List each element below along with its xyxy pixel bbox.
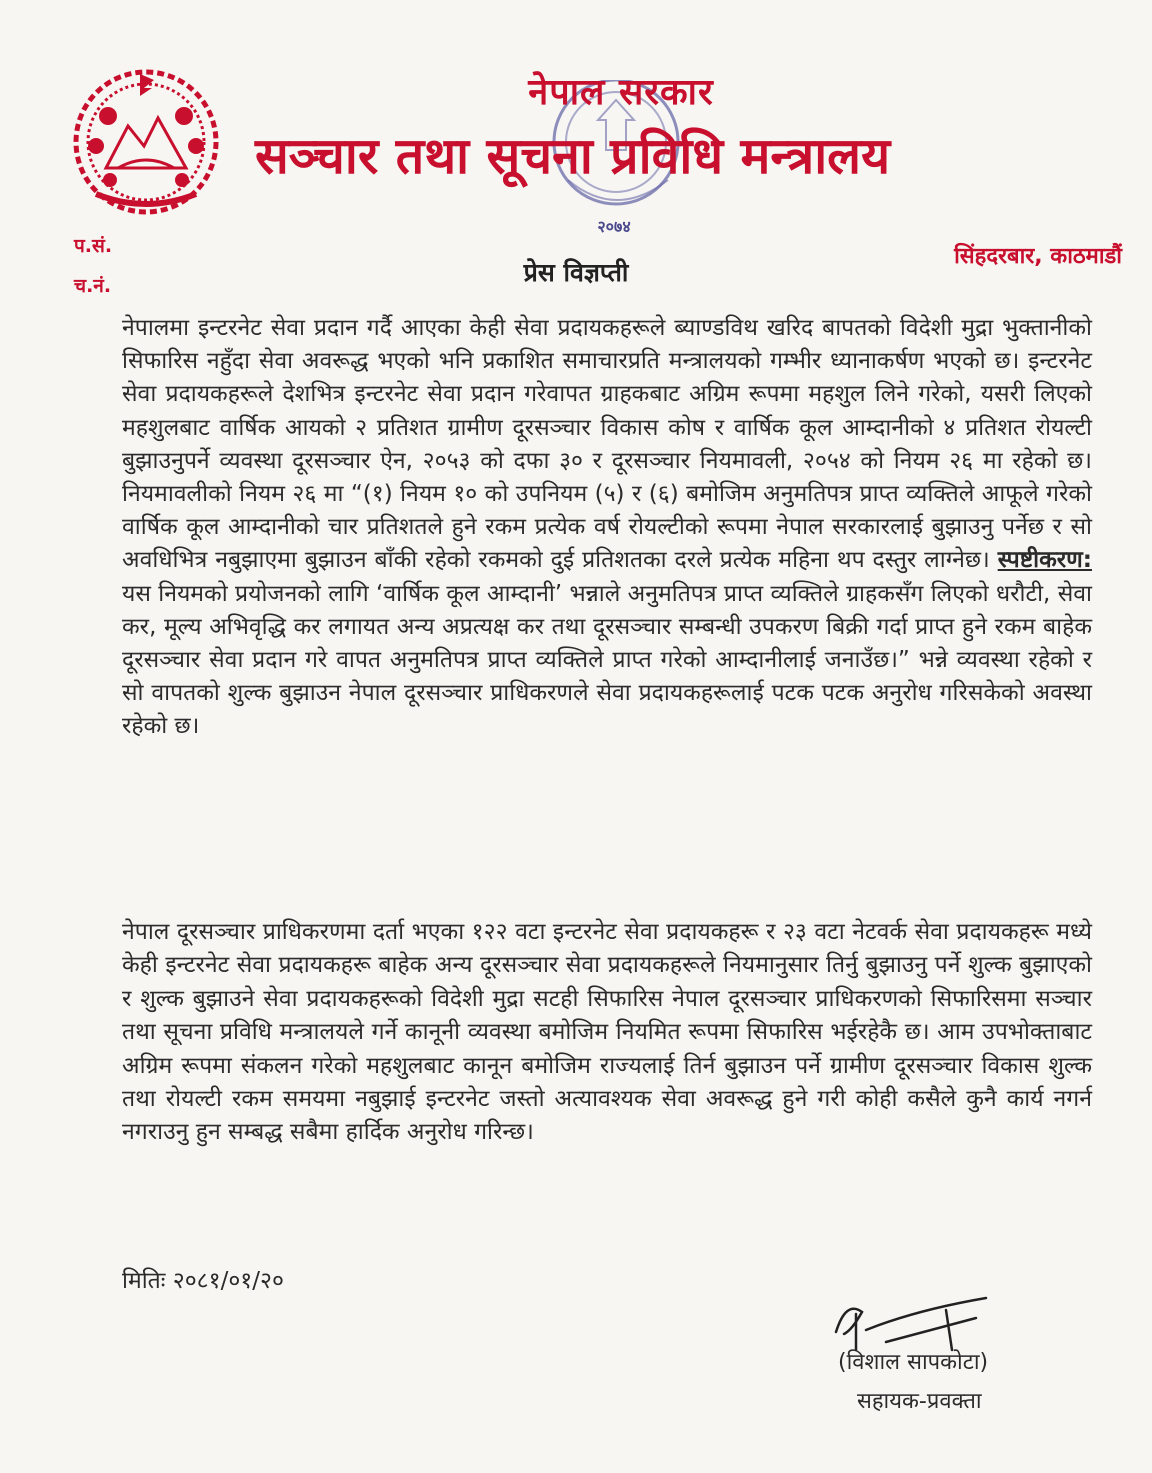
signatory-name: (विशाल सापकोटा) bbox=[838, 1350, 989, 1375]
ministry-name: सञ्चार तथा सूचना प्रविधि मन्त्रालय bbox=[255, 127, 891, 185]
paragraph-1-text-b: यस नियमको प्रयोजनको लागि ‘वार्षिक कूल आम्दानी’ भन्नाले अनुमतिपत्र प्राप्त व्यक्तिले ग्राहकसँग लिएको धरौटी, सेवा कर, मूल्य अभिवृद्धि कर लगायत अन्य अप्रत्यक्ष कर तथा दूरसञ्चार सम्बन्धी उपकरण बिक्री गर्दा प्राप्त हुने रकम बाहेक दूरसञ्चार सेवा प्रदान गरे वापत अनुमतिपत्र प्राप्त व्यक्तिले प्राप्त गरेको आम्दानीलाई जनाउँछ।” भन्ने व्यवस्था रहेको र सो वापतको शुल्क बुझाउन नेपाल दूरसञ्चार प्राधिकरणले सेवा प्रदायकहरूलाई पटक पटक अनुरोध गरिसकेको अवस्था रहेको छ। bbox=[122, 580, 1092, 740]
clarification-label: स्पष्टीकरण: bbox=[997, 547, 1092, 574]
paragraph-2: नेपाल दूरसञ्चार प्राधिकरणमा दर्ता भएका १२२ वटा इन्टरनेट सेवा प्रदायकहरू र २३ वटा नेटवर्क सेवा प्रदायकहरू मध्ये केही इन्टरनेट सेवा प्रदायकहरू बाहेक अन्य दूरसञ्चार सेवा प्रदायकहरूले नियमानुसार तिर्नु बुझाउनु पर्ने शुल्क बुझाएको र शुल्क बुझाउने सेवा प्रदायकहरूको विदेशी मुद्रा सटही सिफारिस नेपाल दूरसञ्चार प्राधिकरणको सिफारिसमा सञ्चार तथा सूचना प्रविधि मन्त्रालयले गर्ने कानूनी व्यवस्था बमोजिम नियमित रूपमा सिफारिस भईरहेकै छ। आम उपभोक्ताबाट अग्रिम रूपमा संकलन गरेको महशुलबाट कानून बमोजिम राज्यलाई तिर्न बुझाउन पर्ने ग्रामीण दूरसञ्चार विकास शुल्क तथा रोयल्टी रकम समयमा नबुझाई इन्टरनेट जस्तो अत्यावश्यक सेवा अवरूद्ध हुने गरी कोही कसैले कुनै कार्य नगर्न नगराउनु हुन सम्बद्ध सबैमा हार्दिक अनुरोध गरिन्छ। bbox=[122, 919, 1092, 1146]
dispatch-number-label: च.नं. bbox=[74, 275, 112, 297]
signatory-title: सहायक-प्रवक्ता bbox=[857, 1389, 982, 1414]
office-address: सिंहदरबार, काठमाडौं bbox=[954, 244, 1122, 269]
stamp-year: २०७४ bbox=[597, 217, 631, 236]
reference-number-label: प.सं. bbox=[74, 235, 113, 257]
paragraph-1 bbox=[122, 312, 1092, 744]
page-title: प्रेस विज्ञप्ती bbox=[523, 258, 629, 287]
paragraph-1-text-a: नेपालमा इन्टरनेट सेवा प्रदान गर्दै आएका केही सेवा प्रदायकहरूले ब्याण्डविथ खरिद बापतको विदेशी मुद्रा भुक्तानीको सिफारिस नहुँदा सेवा अवरूद्ध भएको भनि प्रकाशित समाचारप्रति मन्त्रालयको गम्भीर ध्यानाकर्षण भएको छ। इन्टरनेट सेवा प्रदायकहरूले देशभित्र इन्टरनेट सेवा प्रदान गरेवापत ग्राहकबाट अग्रिम रूपमा महशुल लिने गरेको, यसरी लिएको महशुलबाट वार्षिक आयको २ प्रतिशत ग्रामीण दूरसञ्चार विकास कोष र वार्षिक कूल आम्दानीको ४ प्रतिशत रोयल्टी बुझाउनुपर्ने व्यवस्था दूरसञ्चार ऐन, २०५३ को दफा ३० र दूरसञ्चार नियमावली, २०५४ को नियम २६ मा रहेको छ। नियमावलीको नियम २६ मा “(१) नियम १० को उपनियम (५) र (६) बमोजिम अनुमतिपत्र प्राप्त व्यक्तिले आफूले गरेको वार्षिक कूल आम्दानीको चार प्रतिशतले हुने रकम प्रत्येक वर्ष रोयल्टीको रूपमा नेपाल सरकारलाई बुझाउनु पर्नेछ र सो अवधिभित्र नबुझाएमा बुझाउन बाँकी रहेको रकमको दुई प्रतिशतका दरले प्रत्येक महिना थप दस्तुर लाग्नेछ। bbox=[122, 315, 1092, 574]
government-name: नेपाल सरकार bbox=[528, 72, 714, 113]
issue-date: मितिः २०८१/०१/२० bbox=[122, 1268, 284, 1294]
